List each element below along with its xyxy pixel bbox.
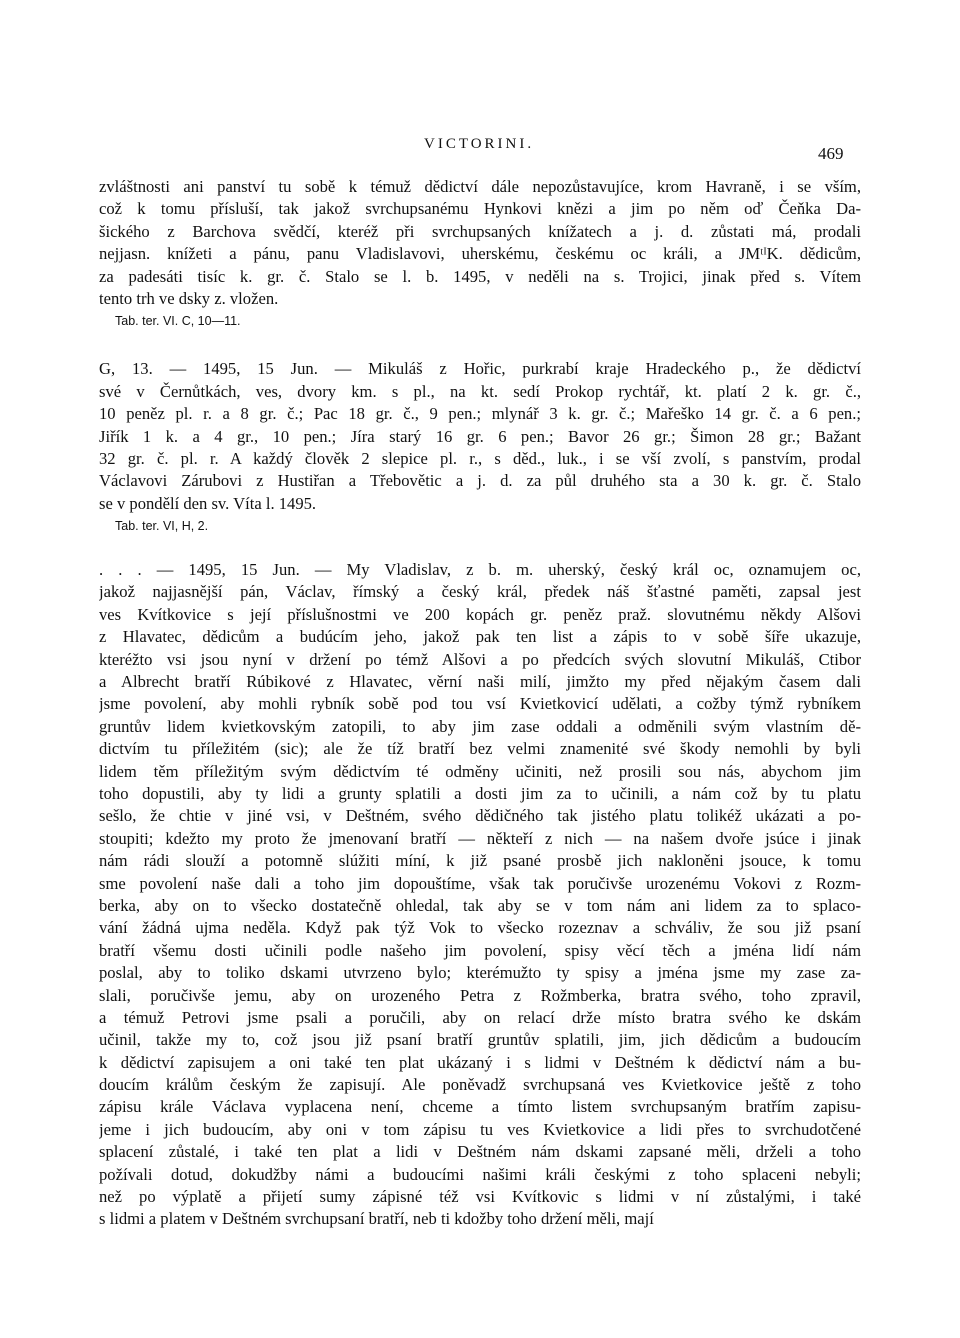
text-line: jakož najjasnější pán, Václav, římský a český král, předek náš šťastné paměti, zapsal jest [99,582,861,602]
text-line: berka, aby on to všecko dostatečně ohledal, tak aby se v tom nám ani lidem za to splaco- [99,895,861,915]
text-line: za padesáti tisíc k. gr. č. Stalo se l. b. 1495, v neděli na s. Trojici, jinak před s. Vítem [99,266,861,286]
text-line: zvláštnosti ani panství tu sobě k témuž dědictví dále nepozůstavujíce, krom Havraně, i se vším, [99,177,861,196]
running-head [0,136,960,163]
text-line: nám rádi slouží a potomně slúžiti míní, k již psané prosbě jich nakloněni jsouce, k tomu [99,851,861,871]
text-line: požívali dotud, dokudžby námi a budoucími našimi králi českými z toho splaceni nebyli; [99,1164,861,1184]
running-title: VICTORINI. [424,136,535,152]
text-line: 10 peněz pl. r. a 8 gr. č.; Pac 18 gr. č., 9 pen.; mlynář 3 k. gr. č.; Mařeško 14 gr. č. a 6 pen.; [99,404,861,424]
text-line: G, 13. — 1495, 15 Jun. — Mikuláš z Hořic, purkrabí kraje Hradeckého p., že dědictví [99,359,861,379]
entry-paragraph-1 [99,176,861,310]
text-line: 32 gr. č. pl. r. A každý člověk 2 slepice pl. r., s děd., luk., i se vší zvolí, s panstvím, prodal [99,448,861,468]
text-line: bratří všemu dosti učinili podle našeho jim povolení, spisy věcí těch a jména lidí nám [99,940,861,960]
spacer [99,537,861,559]
text-line: zápisu krále Václava vyplacena není, chceme a tímto listem svrchupsaným bratřím zapisu- [99,1097,861,1117]
text-line: sešlo, že chtie v jiné vsi, v Deštném, svého dědičného tak jistého platu tolikéž ukázati a po- [99,806,861,826]
text-line: Václavovi Zárubovi z Hustiřan a Třebovětic a j. d. za půl druhého sta a 30 k. gr. č. Stalo [99,471,861,491]
source-reference-2: Tab. ter. VI, H, 2. [115,519,209,534]
text-line: než po výplatě a přijetí sumy zápisné též vsi Kvítkovic s lidmi v ní zůstalými, i také [99,1187,861,1207]
text-line: z Hlavatec, dědicům a budúcím jeho, jakož pak ten list a zápis to v sobě šíře ukazuje, [99,627,861,647]
entry-paragraph-3 [99,559,861,1231]
text-line: kteréžto vsi jsou nyní v držení po témž Alšovi a po předcích svých slovutní Mikuláš, Ctibor [99,649,861,669]
text-line: což k tomu přísluší, tak jakož svrchupsanému Hynkovi knězi a jim po něm oď Čeňka Da- [99,199,861,219]
text-line: lidem těm příležitým svým dědictvím té odměny učiniti, než prosili sou nás, abychom jim [99,761,861,781]
text-line: splacení zůstalé, i také ten plat a lidi v Deštném nám dskami zapsané měli, drželi a toho [99,1142,861,1162]
text-line: doucím králům českým že zapisují. Ale poněvadž svrchupsaná ves Kvietkovice ještě z toho [99,1075,861,1095]
text-line: jeme i jich budoucím, aby oni v tom zápisu tu ves Kvietkovice a lidi přes to svrchudotčené [99,1119,861,1139]
text-line: poslal, aby to toliko dskami utvrzeno bylo; kterémužto ty spisy a jména jsme my zase za- [99,963,861,983]
text-line: Jiřík 1 k. a 4 gr., 10 pen.; Jíra starý 16 gr. 6 pen.; Bavor 26 gr.; Šimon 28 gr.; Bažant [99,426,861,446]
text-line: jsme povolení, aby mohli rybník sobě pod tou vsí Kvietkovicí udělati, a cožby týmž rybníkem [99,694,861,714]
text-line: a témuž Petrovi jsme psali a poručili, aby on relací drže místo bratra svého ke dskám [99,1007,861,1027]
text-line: nejjasn. knížeti a pánu, panu Vladislavovi, uherskému, českému oc králi, a JMᵗᴵK. dědicům, [99,244,861,264]
text-line: vání žádná ujma neděla. Když pak týž Vok to všecko rozeznav a schváliv, že sou již psaní [99,918,861,938]
text-line: učinil, takže my to, což jsou již psaní bratří gruntův splatili, jim, jich dědicům a budoucím [99,1030,861,1050]
text-line: tento trh ve dsky z. vložen. [99,288,279,308]
text-line: k dědictví zapisujem a oni také ten plat ukázaný i s lidmi v Deštném k dědictví nám a bu- [99,1052,861,1072]
text-line: s lidmi a platem v Deštném svrchupsaní bratří, neb ti kdožby toho držení měli, mají [99,1209,654,1229]
text-line: toho dopustili, aby ty lidi a grunty splatili a dosti jim za to učinili, a nám což by tu platu [99,783,861,803]
text-line: své v Černůtkách, ves, dvory km. s pl., na kt. sedí Prokop rychtář, kt. platí 2 k. gr. č., [99,381,861,401]
text-line: dictvím tu příležitém (sic); ale že tíž bratří bez velmi znamenité své škody nemohli by byli [99,739,861,759]
text-line: slali, poručivše jemu, aby on urozeného Petra z Rožmberka, bratra svého, toho zpravil, [99,985,861,1005]
text-line: ves Kvítkovice s její příslušnostmi ve 200 kopách gr. peněz praž. slovutnému někdy Alšovi [99,604,861,624]
text-line: stoupiti; kdežto my proto že jmenovaní bratří — někteří z nich — na našem dvoře jsúce i jinak [99,828,861,848]
text-line: šického z Barchova svědčí, kteréž při svrchupsaných knížatech a j. d. zůstati má, prodali [99,221,861,241]
text-line: a Albrecht bratří Rúbikové z Hlavatec, věrní naši milí, jimžto my před nějakým časem dali [99,672,861,692]
page-number: 469 [818,144,844,163]
entry-paragraph-2 [99,358,861,515]
spacer [99,332,861,358]
text-block [99,176,861,1231]
source-reference-1: Tab. ter. VI. C, 10—11. [115,314,241,329]
text-line: gruntův lidem kvietkovským zatopili, to aby jim zase oddali a odměnili svým vlastním dě- [99,716,861,736]
text-line: . . . — 1495, 15 Jun. — My Vladislav, z b. m. uherský, český král oc, oznamujem oc, [99,560,861,580]
text-line: se v pondělí den sv. Víta l. 1495. [99,493,317,513]
text-line: sme povolení naše dali a toho jim dopouštíme, však tak poručivše urozenému Vokovi z Rozm- [99,873,861,893]
